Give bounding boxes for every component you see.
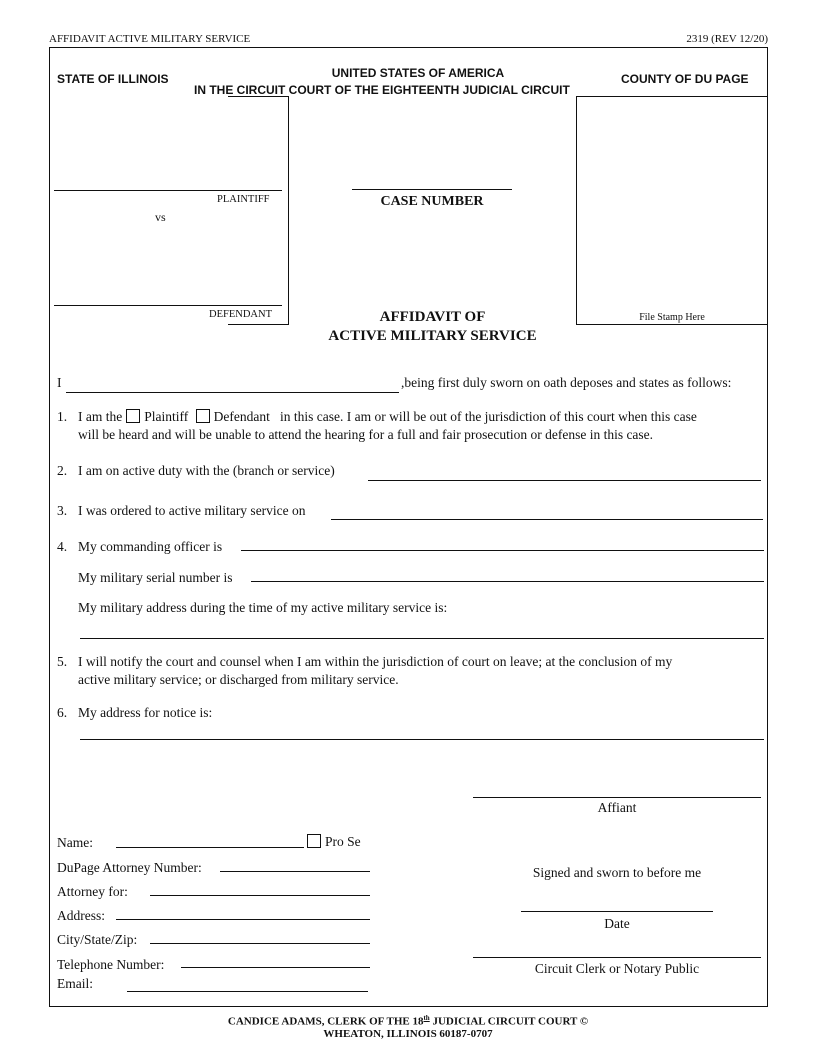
city-label: City/State/Zip: <box>57 932 138 947</box>
clerk-label: Circuit Clerk or Notary Public <box>534 961 700 976</box>
dupage-number-line[interactable] <box>220 871 370 872</box>
item1-number: 1. <box>57 409 68 424</box>
item3-label: I was ordered to active military service on <box>78 503 306 518</box>
item1-line2: will be heard and will be unable to attend the hearing for a full and fair prosecution or defense in this case. <box>78 427 654 442</box>
title-line2: ACTIVE MILITARY SERVICE <box>328 328 537 344</box>
defendant-label: DEFENDANT <box>209 309 272 320</box>
item6-number: 6. <box>57 705 68 720</box>
affiant-name-line[interactable] <box>66 392 399 393</box>
name-label: Name: <box>57 835 93 850</box>
title-line1: AFFIDAVIT OF <box>379 309 486 325</box>
item5-line2: active military service; or discharged from military service. <box>78 672 399 687</box>
form-number: 2319 (REV 12/20) <box>686 33 768 45</box>
vs-label: vs <box>155 210 166 224</box>
item1-line1: I am the Plaintiff Defendant in this case. I am or will be out of the jurisdiction of this court when this case <box>78 409 697 424</box>
item2-label: I am on active duty with the (branch or service) <box>78 463 335 478</box>
commanding-officer-line[interactable] <box>241 550 764 551</box>
country-label: UNITED STATES OF AMERICA <box>331 66 505 80</box>
address-line[interactable] <box>116 919 370 920</box>
left-box-top <box>228 96 288 97</box>
item5-line1: I will notify the court and counsel when I am within the jurisdiction of court on leave; at the conclusion of my <box>78 654 673 669</box>
sworn-label: Signed and sworn to before me <box>532 865 702 880</box>
pro-se: Pro Se <box>307 834 361 850</box>
left-box-bottom <box>228 324 288 325</box>
item3-number: 3. <box>57 503 68 518</box>
intro-suffix: ,being first duly sworn on oath deposes and states as follows: <box>401 375 732 390</box>
clerk-signature-line[interactable] <box>473 957 761 958</box>
branch-line[interactable] <box>368 480 761 481</box>
case-number-label: CASE NUMBER <box>380 194 484 209</box>
form-title: AFFIDAVIT ACTIVE MILITARY SERVICE <box>49 33 251 45</box>
case-number-line[interactable] <box>352 189 512 190</box>
defendant-line[interactable] <box>54 305 282 306</box>
intro-prefix: I <box>57 375 62 390</box>
phone-label: Telephone Number: <box>57 957 165 972</box>
item4-label: My commanding officer is <box>78 539 223 554</box>
military-address-label: My military address during the time of my active military service is: <box>78 600 448 615</box>
state-label: STATE OF ILLINOIS <box>57 72 169 86</box>
address-label: Address: <box>57 908 105 923</box>
date-line[interactable] <box>521 911 713 912</box>
plaintiff-checkbox[interactable] <box>126 409 140 423</box>
file-stamp-label: File Stamp Here <box>639 312 705 323</box>
defendant-checkbox[interactable] <box>196 409 210 423</box>
affiant-signature-line[interactable] <box>473 797 761 798</box>
attorney-for-label: Attorney for: <box>57 884 128 899</box>
serial-line[interactable] <box>251 581 764 582</box>
footer-line1: CANDICE ADAMS, CLERK OF THE 18th JUDICIAL CIRCUIT COURT © <box>227 1014 589 1028</box>
file-stamp-box <box>576 96 768 325</box>
item4-number: 4. <box>57 539 68 554</box>
attorney-for-line[interactable] <box>150 895 370 896</box>
item6-label: My address for notice is: <box>78 705 213 720</box>
serial-label: My military serial number is <box>78 570 233 585</box>
name-line[interactable] <box>116 847 304 848</box>
military-address-line[interactable] <box>80 638 764 639</box>
item2-number: 2. <box>57 463 68 478</box>
dupage-number-label: DuPage Attorney Number: <box>57 860 202 875</box>
footer-line2: WHEATON, ILLINOIS 60187-0707 <box>323 1028 493 1040</box>
ordered-date-line[interactable] <box>331 519 763 520</box>
plaintiff-line[interactable] <box>54 190 282 191</box>
email-line[interactable] <box>127 991 368 992</box>
phone-line[interactable] <box>181 967 370 968</box>
city-line[interactable] <box>150 943 370 944</box>
affiant-label: Affiant <box>597 800 637 815</box>
county-label: COUNTY OF DU PAGE <box>621 72 749 86</box>
court-label: IN THE CIRCUIT COURT OF THE EIGHTEENTH JUDICIAL CIRCUIT <box>194 83 570 97</box>
plaintiff-label: PLAINTIFF <box>217 194 270 205</box>
pro-se-checkbox[interactable] <box>307 834 321 848</box>
email-label: Email: <box>57 976 93 991</box>
notice-address-line[interactable] <box>80 739 764 740</box>
date-label: Date <box>604 916 630 931</box>
item5-number: 5. <box>57 654 68 669</box>
left-box-right <box>288 96 289 325</box>
